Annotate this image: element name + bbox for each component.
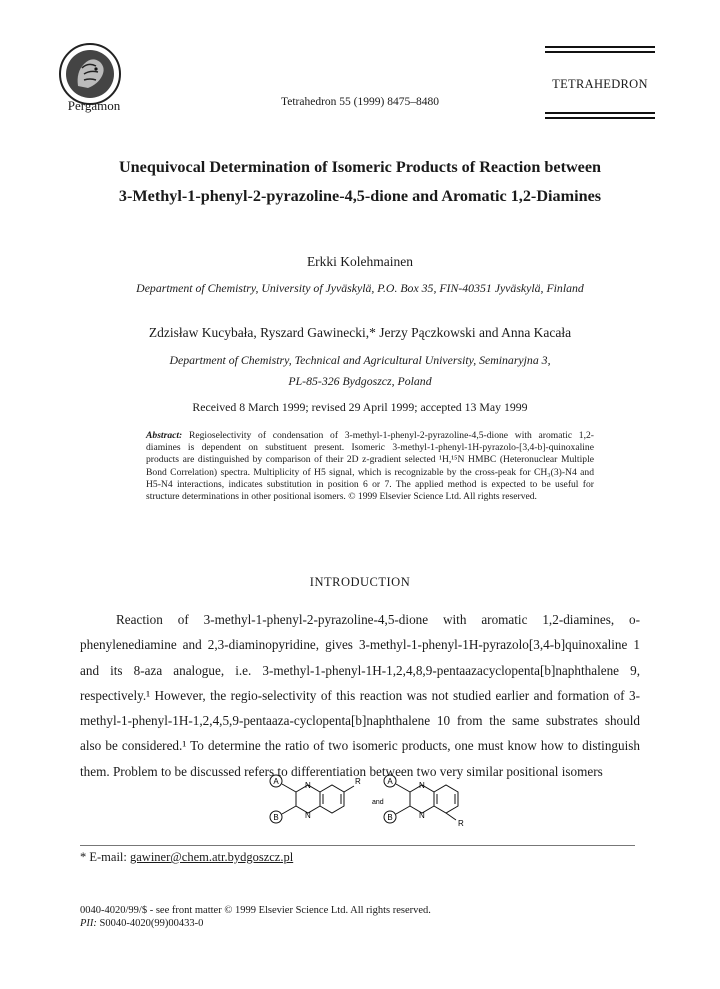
author-affiliation — [100, 350, 620, 392]
nitrogen-label: N — [419, 781, 425, 790]
journal-name: TETRAHEDRON — [552, 77, 648, 91]
footnote — [80, 850, 293, 865]
connector-text: and — [372, 799, 384, 806]
received-dates: Received 8 March 1999; revised 29 April 1999; accepted 13 May 1999 — [192, 400, 528, 414]
abstract — [146, 430, 594, 503]
section-heading: INTRODUCTION — [309, 575, 411, 589]
nitrogen-label: N — [305, 781, 311, 790]
email-link[interactable]: gawiner@chem.atr.bydgoszcz.pl — [130, 850, 294, 864]
footnote-rule — [80, 845, 635, 846]
structure-left — [270, 775, 354, 823]
r-group-label: R — [355, 777, 361, 786]
substituent-a-label: A — [387, 777, 393, 786]
paragraph-text: Reaction of 3-methyl-1-phenyl-2-pyrazoline-4,5-dione with aromatic 1,2-diamines, o-phenylenediamine and 2,3-diaminopyridine, gives 3-methyl-1-phenyl-1H-pyrazolo[3,4-b]quinoxaline 1 and its 8-aza analogue, i.e. 3-methyl-1-phenyl-1H-1,2,4,8,9-pentaazacyclopenta[b]naphthalene 9, respectively.¹ However, the regio-selectivity of this reaction was not studied earlier and formation of 3-methyl-1-phenyl-1H-1,2,4,5,9-pentaaza-cyclopenta[b]naphthalene 10 from the same substrates should also be considered.¹ To determine the ratio of two isomeric products, one must know how to distinguish them. Problem to be discussed refers to differentiation between two very similar positional isomers — [80, 612, 640, 779]
isomer-structures — [260, 770, 490, 832]
copyright-block — [80, 904, 580, 930]
nitrogen-label: N — [305, 811, 311, 820]
author-list: Erkki Kolehmainen — [306, 254, 414, 269]
affiliation-line: PL-85-326 Bydgoszcz, Poland — [288, 374, 432, 388]
pii-line — [80, 917, 580, 930]
affiliation-line: Department of Chemistry, Technical and Agricultural University, Seminaryjna 3, — [169, 353, 551, 367]
publisher-name: Pergamon — [67, 98, 121, 113]
author-affiliation: Department of Chemistry, University of Jyväskylä, P.O. Box 35, FIN-40351 Jyväskylä, Finland — [136, 281, 584, 295]
pii-value: S0040-4020(99)00433-0 — [99, 918, 204, 929]
title-line: Unequivocal Determination of Isomeric Products of Reaction between — [118, 158, 602, 176]
nitrogen-label: N — [419, 811, 425, 820]
substituent-b-label: B — [273, 813, 279, 822]
header-rule — [545, 46, 655, 48]
header-rule — [545, 117, 655, 119]
publisher-logo — [58, 42, 122, 106]
footnote-prefix: * E-mail: — [80, 850, 127, 864]
r-group-label: R — [458, 819, 464, 828]
substituent-a-label: A — [273, 777, 279, 786]
abstract-text: Regioselectivity of condensation of 3-methyl-1-phenyl-2-pyrazoline-4,5-dione with aromatic 1,2-diamines is dependent on substituent present. Isomeric 3-methyl-1-phenyl-1H-pyrazolo-[3,4-b]-quinoxaline products are distinguished by comparison of their 2D z-gradient selected ¹H,¹⁵N HMBC (Heteronuclear Multiple Bond Correlation) spectra. Multiplicity of H5 signal, which is recognizable by the cross-peak for CH₃(3)-N4 and H5-N4 interactions, indicates substitution in position 6 or 7. The applied method is expected to be useful for structure determinations in other positional isomers. © 1999 Elsevier Science Ltd. All rights reserved. — [146, 430, 594, 503]
journal-reference: Tetrahedron 55 (1999) 8475–8480 — [281, 96, 439, 108]
header-rule — [545, 51, 655, 53]
title-line: 3-Methyl-1-phenyl-2-pyrazoline-4,5-dione and Aromatic 1,2-Diamines — [118, 187, 602, 205]
substituent-b-label: B — [387, 813, 393, 822]
author-list: Zdzisław Kucybała, Ryszard Gawinecki,* Jerzy Pączkowski and Anna Kacała — [148, 325, 572, 340]
issn-line: 0040-4020/99/$ - see front matter © 1999 Elsevier Science Ltd. All rights reserved. — [80, 905, 431, 916]
header-rule — [545, 112, 655, 114]
abstract-label: Abstract: — [146, 430, 183, 441]
body-paragraph — [80, 607, 640, 784]
paper-title — [100, 153, 620, 211]
pii-label: PII: — [80, 918, 97, 929]
